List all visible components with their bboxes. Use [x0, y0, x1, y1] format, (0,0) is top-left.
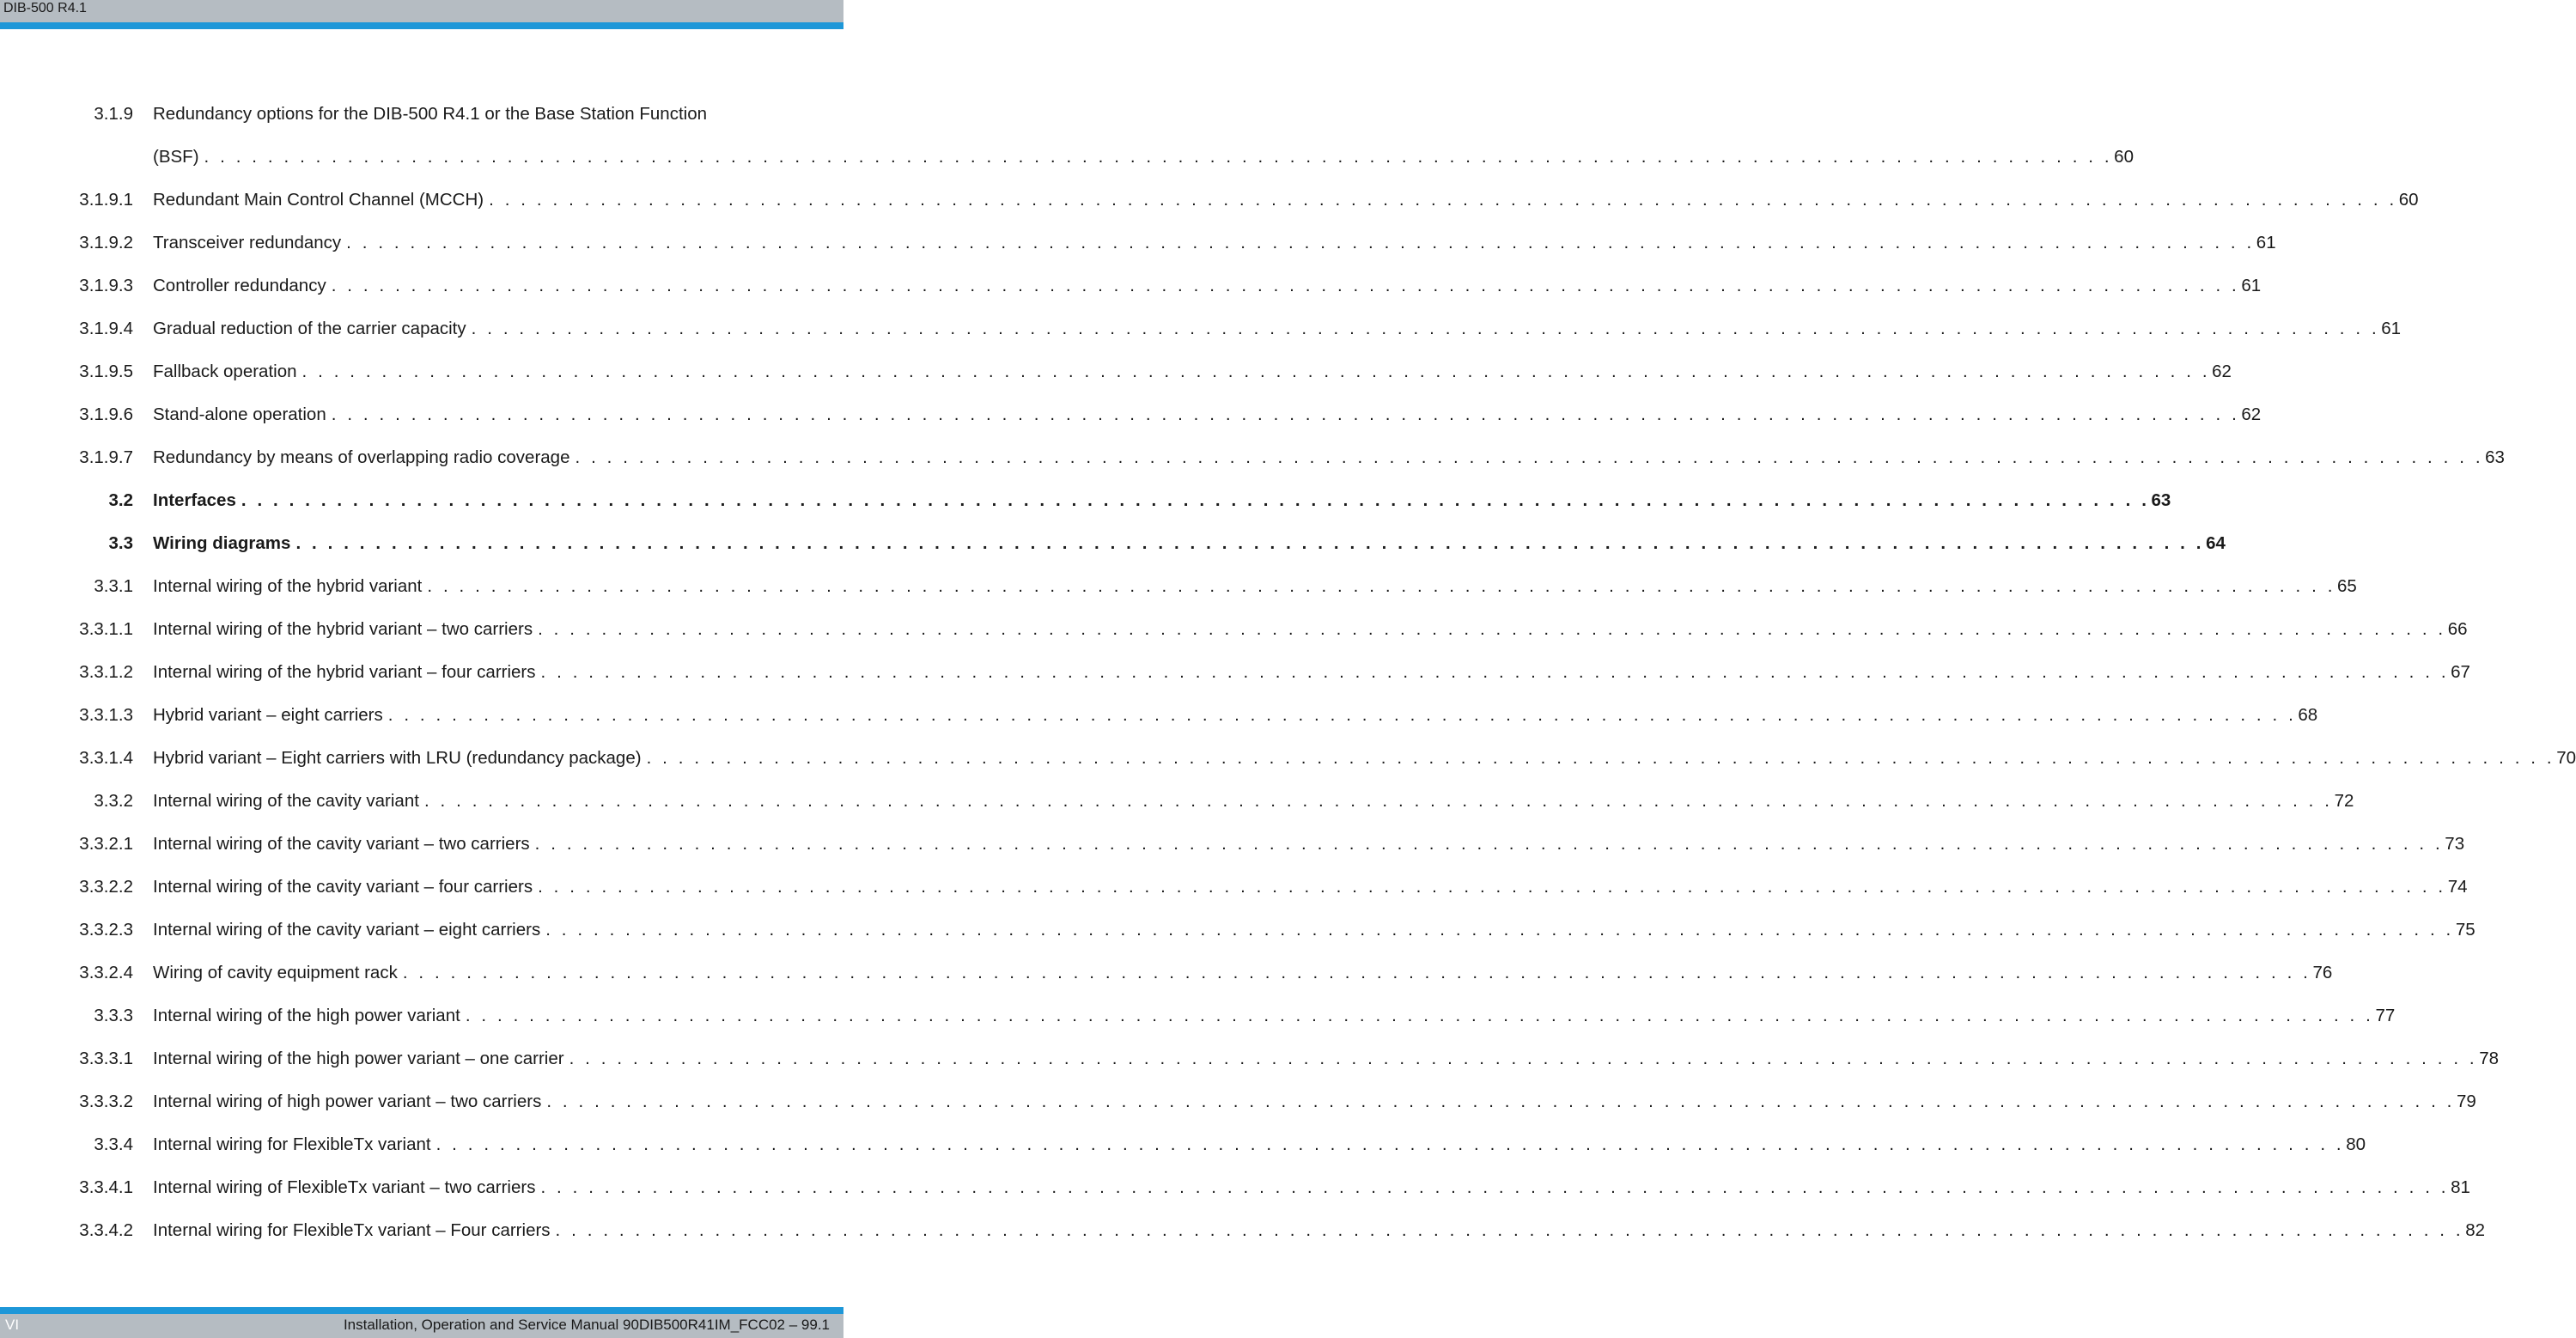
toc-entry-line — [153, 608, 2468, 651]
toc-entry-number: 3.2 — [108, 490, 133, 510]
toc-entry-title[interactable]: Gradual reduction of the carrier capacity — [153, 319, 466, 338]
toc-entry-number: 3.3.2.1 — [79, 834, 133, 854]
toc-entry-page[interactable]: 82 — [2465, 1220, 2485, 1240]
toc-entry-line — [153, 823, 2465, 866]
toc-entry-page[interactable]: 62 — [2241, 404, 2262, 424]
toc-entry[interactable] — [0, 265, 2262, 307]
toc-entry-page[interactable]: 68 — [2298, 705, 2318, 725]
toc-entry-number: 3.3.1 — [94, 576, 133, 596]
toc-entry-title[interactable]: Internal wiring of the cavity variant — [153, 791, 419, 811]
toc-entry-page[interactable]: 79 — [2456, 1092, 2476, 1111]
toc-leader-dots: . . . . . . . . . . . . . . . . . . . . . . . . . . . . . . . . . . . . . . . . . . . . . . . . . . . . . . . . . . . . . . . . . . . . . . . . . . . . . . . . . . . . . . . . . . . . . . . . . . . . . . . . . . . . . . . . . . . . . . . . — [546, 1092, 2455, 1111]
toc-entry-line — [153, 1166, 2470, 1209]
toc-entry-number: 3.3.4.1 — [79, 1177, 133, 1197]
toc-entry[interactable] — [0, 1080, 2476, 1123]
toc-entry-number: 3.3.2.2 — [79, 877, 133, 897]
toc-entry-line — [153, 93, 840, 136]
toc-entry[interactable] — [0, 93, 843, 136]
toc-entry-number: 3.3.3.2 — [79, 1092, 133, 1111]
toc-entry-title[interactable]: Controller redundancy — [153, 276, 326, 295]
page-header — [0, 0, 843, 22]
toc-entry-page[interactable]: 75 — [2455, 920, 2476, 940]
toc-entry-title[interactable]: Internal wiring of the cavity variant – two carriers — [153, 834, 530, 854]
toc-entry-title[interactable]: Internal wiring of the hybrid variant — [153, 576, 423, 596]
toc-entry-page[interactable]: 66 — [2447, 619, 2468, 639]
toc-entry-title[interactable]: Internal wiring of the high power variant — [153, 1006, 460, 1025]
toc-entry-page[interactable]: 60 — [2114, 147, 2134, 167]
toc-entry-number: 3.3.1.2 — [79, 662, 133, 682]
toc-entry-number: 3.1.9.5 — [79, 362, 133, 381]
toc-entry-number: 3.1.9.4 — [79, 319, 133, 338]
toc-entry[interactable] — [0, 866, 2468, 909]
toc-entry[interactable] — [0, 350, 2232, 393]
toc-leader-dots: . . . . . . . . . . . . . . . . . . . . . . . . . . . . . . . . . . . . . . . . . . . . . . . . . . . . . . . . . . . . . . . . . . . . . . . . . . . . . . . . . . . . . . . . . . . . . . . . . . . . . . . . . . . . . . . . . . . . . . . . — [465, 1006, 2374, 1025]
toc-entry-line — [153, 737, 2576, 780]
toc-entry-title[interactable]: Internal wiring of the hybrid variant – two carriers — [153, 619, 533, 639]
toc-entry-title[interactable]: Redundant Main Control Channel (MCCH) — [153, 190, 484, 210]
toc-leader-dots: . . . . . . . . . . . . . . . . . . . . . . . . . . . . . . . . . . . . . . . . . . . . . . . . . . . . . . . . . . . . . . . . . . . . . . . . . . . . . . . . . . . . . . . . . . . . . . . . . . . . . . . . . . . . . . . . . . . . . . . . — [540, 1177, 2450, 1197]
toc-entry-title[interactable]: Internal wiring of high power variant – two carriers — [153, 1092, 542, 1111]
table-of-contents — [0, 93, 2576, 1252]
toc-leader-dots: . . . . . . . . . . . . . . . . . . . . . . . . . . . . . . . . . . . . . . . . . . . . . . . . . . . . . . . . . . . . . . . . . . . . . . . . . . . . . . . . . . . . . . . . . . . . . . . . . . . . . . . . . . . . . . . . . . . . . . . . — [569, 1049, 2478, 1068]
toc-entry[interactable] — [0, 909, 2476, 952]
toc-entry-title[interactable]: Wiring diagrams — [153, 533, 291, 553]
toc-entry[interactable] — [0, 436, 2505, 479]
manual-title: Installation, Operation and Service Manual 90DIB500R41IM_FCC02 – 99.1 — [343, 1317, 830, 1333]
toc-leader-dots: . . . . . . . . . . . . . . . . . . . . . . . . . . . . . . . . . . . . . . . . . . . . . . . . . . . . . . . . . . . . . . . . . . . . . . . . . . . . . . . . . . . . . . . . . . . . . . . . . . . . . . . . . . . . . . . . . . . . . . . . — [555, 1220, 2464, 1240]
toc-leader-dots: . . . . . . . . . . . . . . . . . . . . . . . . . . . . . . . . . . . . . . . . . . . . . . . . . . . . . . . . . . . . . . . . . . . . . . . . . . . . . . . . . . . . . . . . . . . . . . . . . . . . . . . . . . . . . . . . . . . . . . . . — [545, 920, 2454, 940]
page-footer — [0, 1314, 843, 1338]
toc-entry-line — [153, 952, 2333, 994]
toc-entry[interactable] — [0, 136, 2134, 179]
toc-entry-page[interactable]: 80 — [2346, 1134, 2366, 1154]
toc-entry-page[interactable]: 72 — [2334, 791, 2354, 811]
toc-entry-title[interactable]: Stand-alone operation — [153, 404, 326, 424]
toc-entry-page[interactable]: 61 — [2241, 276, 2262, 295]
toc-entry[interactable] — [0, 694, 2318, 737]
toc-entry[interactable] — [0, 565, 2357, 608]
toc-entry-number: 3.3.4.2 — [79, 1220, 133, 1240]
toc-entry-number: 3.3.1.3 — [79, 705, 133, 725]
toc-entry-line — [153, 479, 2171, 522]
toc-entry-number: 3.1.9.3 — [79, 276, 133, 295]
toc-entry-line — [153, 350, 2232, 393]
toc-entry[interactable] — [0, 608, 2468, 651]
toc-entry-page[interactable]: 63 — [2151, 490, 2171, 510]
toc-entry-line — [153, 909, 2476, 952]
toc-entry-number: 3.1.9.1 — [79, 190, 133, 210]
toc-entry-page[interactable]: 65 — [2337, 576, 2357, 596]
toc-entry[interactable] — [0, 393, 2262, 436]
toc-leader-dots: . . . . . . . . . . . . . . . . . . . . . . . . . . . . . . . . . . . . . . . . . . . . . . . . . . . . . . . . . . . . . . . . . . . . . . . . . . . . . . . . . . . . . . . . . . . . . . . . . . . . . . . . . . . . . . . . . . . . . . . . — [540, 662, 2450, 682]
toc-entry[interactable] — [0, 1166, 2470, 1209]
toc-entry-line — [153, 1037, 2500, 1080]
toc-entry-number: 3.3.3.1 — [79, 1049, 133, 1068]
toc-leader-dots: . . . . . . . . . . . . . . . . . . . . . . . . . . . . . . . . . . . . . . . . . . . . . . . . . . . . . . . . . . . . . . . . . . . . . . . . . . . . . . . . . . . . . . . . . . . . . . . . . . . . . . . . . . . . . . . . . . . . . . . . — [301, 362, 2211, 381]
toc-entry-line — [153, 522, 2226, 565]
toc-entry-number: 3.3 — [108, 533, 133, 553]
toc-leader-dots: . . . . . . . . . . . . . . . . . . . . . . . . . . . . . . . . . . . . . . . . . . . . . . . . . . . . . . . . . . . . . . . . . . . . . . . . . . . . . . . . . . . . . . . . . . . . . . . . . . . . . . . . . . . . . . . . . . . . . . . . — [402, 963, 2311, 982]
toc-entry-page[interactable]: 81 — [2451, 1177, 2470, 1197]
toc-leader-dots: . . . . . . . . . . . . . . . . . . . . . . . . . . . . . . . . . . . . . . . . . . . . . . . . . . . . . . . . . . . . . . . . . . . . . . . . . . . . . . . . . . . . . . . . . . . . . . . . . . . . . . . . . . . . . . . . . . . . . . . . — [538, 619, 2446, 639]
toc-leader-dots: . . . . . . . . . . . . . . . . . . . . . . . . . . . . . . . . . . . . . . . . . . . . . . . . . . . . . . . . . . . . . . . . . . . . . . . . . . . . . . . . . . . . . . . . . . . . . . . . . . . . . . . . . . . . . . . . . . . . . . . . — [489, 190, 2397, 210]
toc-leader-dots: . . . . . . . . . . . . . . . . . . . . . . . . . . . . . . . . . . . . . . . . . . . . . . . . . . . . . . . . . . . . . . . . . . . . . . . . . . . . . . . . . . . . . . . . . . . . . . . . . . . . . . . . . . . . . . . . . . . . . . . . — [387, 705, 2297, 725]
toc-entry-line — [153, 1123, 2366, 1166]
toc-leader-dots: . . . . . . . . . . . . . . . . . . . . . . . . . . . . . . . . . . . . . . . . . . . . . . . . . . . . . . . . . . . . . . . . . . . . . . . . . . . . . . . . . . . . . . . . . . . . . . . . . . . . . . . . . . . . . . . . . . . . . . . . — [471, 319, 2380, 338]
toc-entry-number: 3.1.9.6 — [79, 404, 133, 424]
toc-entry-page[interactable]: 62 — [2212, 362, 2232, 381]
toc-entry-line — [153, 436, 2505, 479]
toc-entry-title[interactable]: Hybrid variant – Eight carriers with LRU (redundancy package) — [153, 748, 642, 768]
toc-entry-page[interactable]: 78 — [2479, 1049, 2500, 1068]
toc-entry-number: 3.3.1.1 — [79, 619, 133, 639]
toc-entry-page[interactable]: 60 — [2398, 190, 2419, 210]
toc-entry-page[interactable]: 74 — [2447, 877, 2468, 897]
toc-entry-line — [153, 651, 2470, 694]
toc-leader-dots: . . . . . . . . . . . . . . . . . . . . . . . . . . . . . . . . . . . . . . . . . . . . . . . . . . . . . . . . . . . . . . . . . . . . . . . . . . . . . . . . . . . . . . . . . . . . . . . . . . . . . . . . . . . . . . . . . . . . . . . . — [204, 147, 2113, 167]
toc-entry-number: 3.1.9 — [94, 104, 133, 124]
toc-leader-dots: . . . . . . . . . . . . . . . . . . . . . . . . . . . . . . . . . . . . . . . . . . . . . . . . . . . . . . . . . . . . . . . . . . . . . . . . . . . . . . . . . . . . . . . . . . . . . . . . . . . . . . . . . . . . . . . . . . . . . . . . — [534, 834, 2444, 854]
toc-leader-dots: . . . . . . . . . . . . . . . . . . . . . . . . . . . . . . . . . . . . . . . . . . . . . . . . . . . . . . . . . . . . . . . . . . . . . . . . . . . . . . . . . . . . . . . . . . . . . . . . . . . . . . . . . . . . . . . . . . . . . . . . — [423, 791, 2333, 811]
toc-entry-line — [153, 994, 2396, 1037]
toc-entry[interactable] — [0, 651, 2470, 694]
toc-entry[interactable] — [0, 780, 2354, 823]
toc-entry-number: 3.3.3 — [94, 1006, 133, 1025]
toc-entry[interactable] — [0, 823, 2465, 866]
toc-entry-line — [153, 179, 2419, 222]
toc-leader-dots: . . . . . . . . . . . . . . . . . . . . . . . . . . . . . . . . . . . . . . . . . . . . . . . . . . . . . . . . . . . . . . . . . . . . . . . . . . . . . . . . . . . . . . . . . . . . . . . . . . . . . . . . . . . . . . . . . . . . . . . . — [575, 447, 2484, 467]
toc-leader-dots: . . . . . . . . . . . . . . . . . . . . . . . . . . . . . . . . . . . . . . . . . . . . . . . . . . . . . . . . . . . . . . . . . . . . . . . . . . . . . . . . . . . . . . . . . . . . . . . . . . . . . . . . . . . . . . . . . . . . . . . . — [241, 490, 2150, 510]
toc-entry-line — [153, 866, 2468, 909]
toc-leader-dots: . . . . . . . . . . . . . . . . . . . . . . . . . . . . . . . . . . . . . . . . . . . . . . . . . . . . . . . . . . . . . . . . . . . . . . . . . . . . . . . . . . . . . . . . . . . . . . . . . . . . . . . . . . . . . . . . . . . . . . . . — [331, 276, 2240, 295]
toc-entry-number: 3.1.9.7 — [79, 447, 133, 467]
toc-entry-number: 3.3.2.4 — [79, 963, 133, 982]
toc-entry-line — [153, 265, 2262, 307]
toc-entry-title[interactable]: Transceiver redundancy — [153, 233, 342, 252]
toc-entry[interactable] — [0, 307, 2402, 350]
toc-entry-line — [153, 694, 2318, 737]
toc-entry-title[interactable]: Redundancy by means of overlapping radio coverage — [153, 447, 570, 467]
toc-entry-title[interactable]: Redundancy options for the DIB-500 R4.1 or the Base Station Function — [153, 104, 707, 124]
header-rule — [0, 22, 843, 29]
toc-entry-page[interactable]: 77 — [2375, 1006, 2396, 1025]
toc-leader-dots: . . . . . . . . . . . . . . . . . . . . . . . . . . . . . . . . . . . . . . . . . . . . . . . . . . . . . . . . . . . . . . . . . . . . . . . . . . . . . . . . . . . . . . . . . . . . . . . . . . . . . . . . . . . . . . . . . . . . . . . . — [295, 533, 2205, 553]
toc-entry-line — [153, 1209, 2485, 1252]
toc-entry-page[interactable]: 61 — [2381, 319, 2402, 338]
toc-entry[interactable] — [0, 179, 2419, 222]
toc-entry-page[interactable]: 67 — [2451, 662, 2470, 682]
toc-leader-dots: . . . . . . . . . . . . . . . . . . . . . . . . . . . . . . . . . . . . . . . . . . . . . . . . . . . . . . . . . . . . . . . . . . . . . . . . . . . . . . . . . . . . . . . . . . . . . . . . . . . . . . . . . . . . . . . . . . . . . . . . — [331, 404, 2240, 424]
toc-entry-title[interactable]: Internal wiring of the cavity variant – eight carriers — [153, 920, 541, 940]
toc-entry[interactable] — [0, 222, 2276, 265]
toc-entry[interactable] — [0, 994, 2396, 1037]
toc-entry-title[interactable]: Wiring of cavity equipment rack — [153, 963, 398, 982]
toc-entry-line — [153, 780, 2354, 823]
toc-entry-title[interactable]: Hybrid variant – eight carriers — [153, 705, 383, 725]
toc-entry-title[interactable]: Fallback operation — [153, 362, 297, 381]
toc-entry-line — [153, 136, 2134, 179]
toc-entry-number: 3.3.1.4 — [79, 748, 133, 768]
toc-entry[interactable] — [0, 1209, 2485, 1252]
toc-entry[interactable] — [0, 1123, 2366, 1166]
toc-entry-page[interactable]: 64 — [2206, 533, 2226, 553]
toc-entry-title[interactable]: Internal wiring of FlexibleTx variant – two carriers — [153, 1177, 536, 1197]
footer-rule — [0, 1307, 843, 1314]
toc-entry-page[interactable]: 73 — [2445, 834, 2465, 854]
toc-entry[interactable] — [0, 522, 2226, 565]
toc-entry-line — [153, 1080, 2476, 1123]
toc-entry-line — [153, 565, 2357, 608]
toc-entry-page[interactable]: 76 — [2312, 963, 2333, 982]
toc-leader-dots: . . . . . . . . . . . . . . . . . . . . . . . . . . . . . . . . . . . . . . . . . . . . . . . . . . . . . . . . . . . . . . . . . . . . . . . . . . . . . . . . . . . . . . . . . . . . . . . . . . . . . . . . . . . . . . . . . . . . . . . . — [646, 748, 2555, 768]
toc-leader-dots: . . . . . . . . . . . . . . . . . . . . . . . . . . . . . . . . . . . . . . . . . . . . . . . . . . . . . . . . . . . . . . . . . . . . . . . . . . . . . . . . . . . . . . . . . . . . . . . . . . . . . . . . . . . . . . . . . . . . . . . . — [538, 877, 2446, 897]
toc-entry-line — [153, 307, 2402, 350]
toc-entry-title[interactable]: Internal wiring of the hybrid variant – four carriers — [153, 662, 536, 682]
toc-entry[interactable] — [0, 952, 2333, 994]
toc-entry-page[interactable]: 61 — [2256, 233, 2276, 252]
toc-entry-number: 3.3.2.3 — [79, 920, 133, 940]
header-title: DIB-500 R4.1 — [3, 1, 87, 15]
page-number: VI — [5, 1317, 20, 1333]
toc-entry-title[interactable]: Internal wiring for FlexibleTx variant – Four carriers — [153, 1220, 551, 1240]
toc-entry-title[interactable]: Interfaces — [153, 490, 236, 510]
toc-entry-line — [153, 222, 2276, 265]
toc-entry-number: 3.3.4 — [94, 1134, 133, 1154]
toc-leader-dots: . . . . . . . . . . . . . . . . . . . . . . . . . . . . . . . . . . . . . . . . . . . . . . . . . . . . . . . . . . . . . . . . . . . . . . . . . . . . . . . . . . . . . . . . . . . . . . . . . . . . . . . . . . . . . . . . . . . . . . . . — [346, 233, 2255, 252]
toc-entry[interactable] — [0, 1037, 2500, 1080]
toc-entry-line — [153, 393, 2262, 436]
toc-entry[interactable] — [0, 737, 2576, 780]
toc-entry-title[interactable]: (BSF) — [153, 147, 199, 167]
toc-entry-title[interactable]: Internal wiring for FlexibleTx variant — [153, 1134, 431, 1154]
toc-entry-number: 3.3.2 — [94, 791, 133, 811]
toc-entry-number: 3.1.9.2 — [79, 233, 133, 252]
toc-entry-page[interactable]: 70 — [2556, 748, 2576, 768]
toc-entry-page[interactable]: 63 — [2485, 447, 2505, 467]
toc-leader-dots: . . . . . . . . . . . . . . . . . . . . . . . . . . . . . . . . . . . . . . . . . . . . . . . . . . . . . . . . . . . . . . . . . . . . . . . . . . . . . . . . . . . . . . . . . . . . . . . . . . . . . . . . . . . . . . . . . . . . . . . . — [435, 1134, 2345, 1154]
toc-entry-title[interactable]: Internal wiring of the high power variant – one carrier — [153, 1049, 564, 1068]
toc-entry[interactable] — [0, 479, 2171, 522]
toc-leader-dots: . . . . . . . . . . . . . . . . . . . . . . . . . . . . . . . . . . . . . . . . . . . . . . . . . . . . . . . . . . . . . . . . . . . . . . . . . . . . . . . . . . . . . . . . . . . . . . . . . . . . . . . . . . . . . . . . . . . . . . . . — [427, 576, 2335, 596]
toc-entry-title[interactable]: Internal wiring of the cavity variant – four carriers — [153, 877, 533, 897]
